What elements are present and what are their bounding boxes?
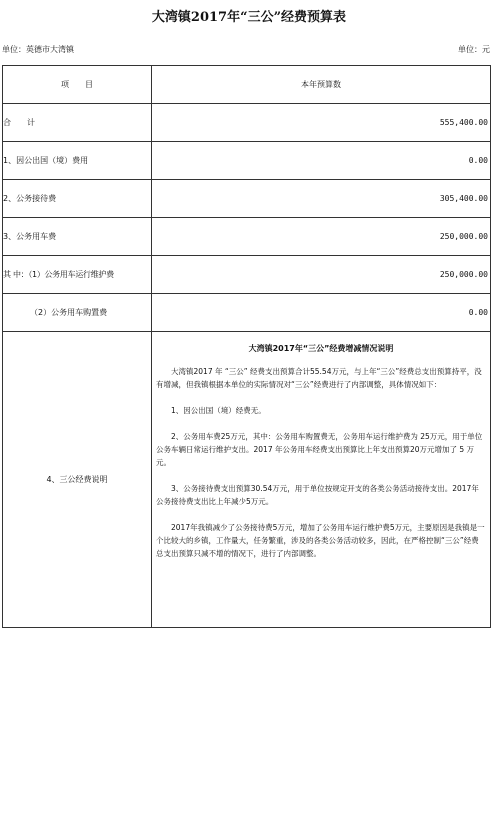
row-label: 2、公务接待费 — [3, 180, 152, 218]
table-row — [3, 142, 491, 180]
table-row — [3, 294, 491, 332]
table-row — [3, 218, 491, 256]
table-header-row — [3, 66, 491, 104]
row-label: 其 中：（1）公务用车运行维护费 — [3, 256, 152, 294]
table-row — [3, 256, 491, 294]
explanation-cell — [152, 332, 491, 628]
unit-right-label: 单位：元 — [458, 45, 490, 54]
header-budget: 本年预算数 — [152, 66, 491, 104]
header-item: 项 目 — [3, 66, 152, 104]
row-label: 3、公务用车费 — [3, 218, 152, 256]
row-value: 250,000.00 — [152, 256, 491, 294]
table-row — [3, 104, 491, 142]
unit-left-label: 单位：英德市大湾镇 — [2, 45, 74, 54]
explanation-title: 大湾镇2017年“三公”经费增减情况说明 — [248, 344, 394, 353]
explanation-label: 4、三公经费说明 — [3, 332, 152, 628]
row-value: 250,000.00 — [152, 218, 491, 256]
row-label: 1、因公出国（境）费用 — [3, 142, 152, 180]
explanation-row — [3, 332, 491, 628]
row-value: 0.00 — [152, 294, 491, 332]
explanation-paragraph: 3、公务接待费支出预算30.54万元，用于单位按规定开支的各类公务活动接待支出。2017年公务接待费支出比上年减少5万元。 — [156, 484, 479, 506]
explanation-paragraph: 1、因公出国（境）经费无。 — [171, 406, 266, 415]
explanation-paragraph: 2017年我镇减少了公务接待费5万元，增加了公务用车运行维护费5万元，主要原因是我镇是一个比较大的乡镇，工作量大，任务繁重，涉及的各类公务活动较多，因此，在严格控制“三公”经费总支出预算只减不增的情况下，进行了内部调整。 — [156, 523, 485, 558]
row-value: 305,400.00 — [152, 180, 491, 218]
page-title: 大湾镇2017年“三公”经费预算表 — [151, 10, 347, 25]
explanation-paragraph: 大湾镇2017 年 “三公” 经费支出预算合计55.54万元，与上年“三公”经费总支出预算持平，没有增减，但我镇根据本单位的实际情况对“三公”经费进行了内部调整，具体情况如下： — [156, 367, 482, 389]
row-label: （2）公务用车购置费 — [30, 308, 108, 317]
table-row — [3, 180, 491, 218]
row-value: 555,400.00 — [152, 104, 491, 142]
row-label: 合 计 — [3, 104, 152, 142]
budget-table — [2, 65, 491, 628]
row-value: 0.00 — [152, 142, 491, 180]
explanation-paragraph: 2、公务用车费25万元，其中：公务用车购置费无，公务用车运行维护费为 25万元，用于单位公务车辆日常运行维护支出。2017 年公务用车经费支出预算比上年支出预算20万元增加了 5 万元。 — [156, 432, 483, 467]
